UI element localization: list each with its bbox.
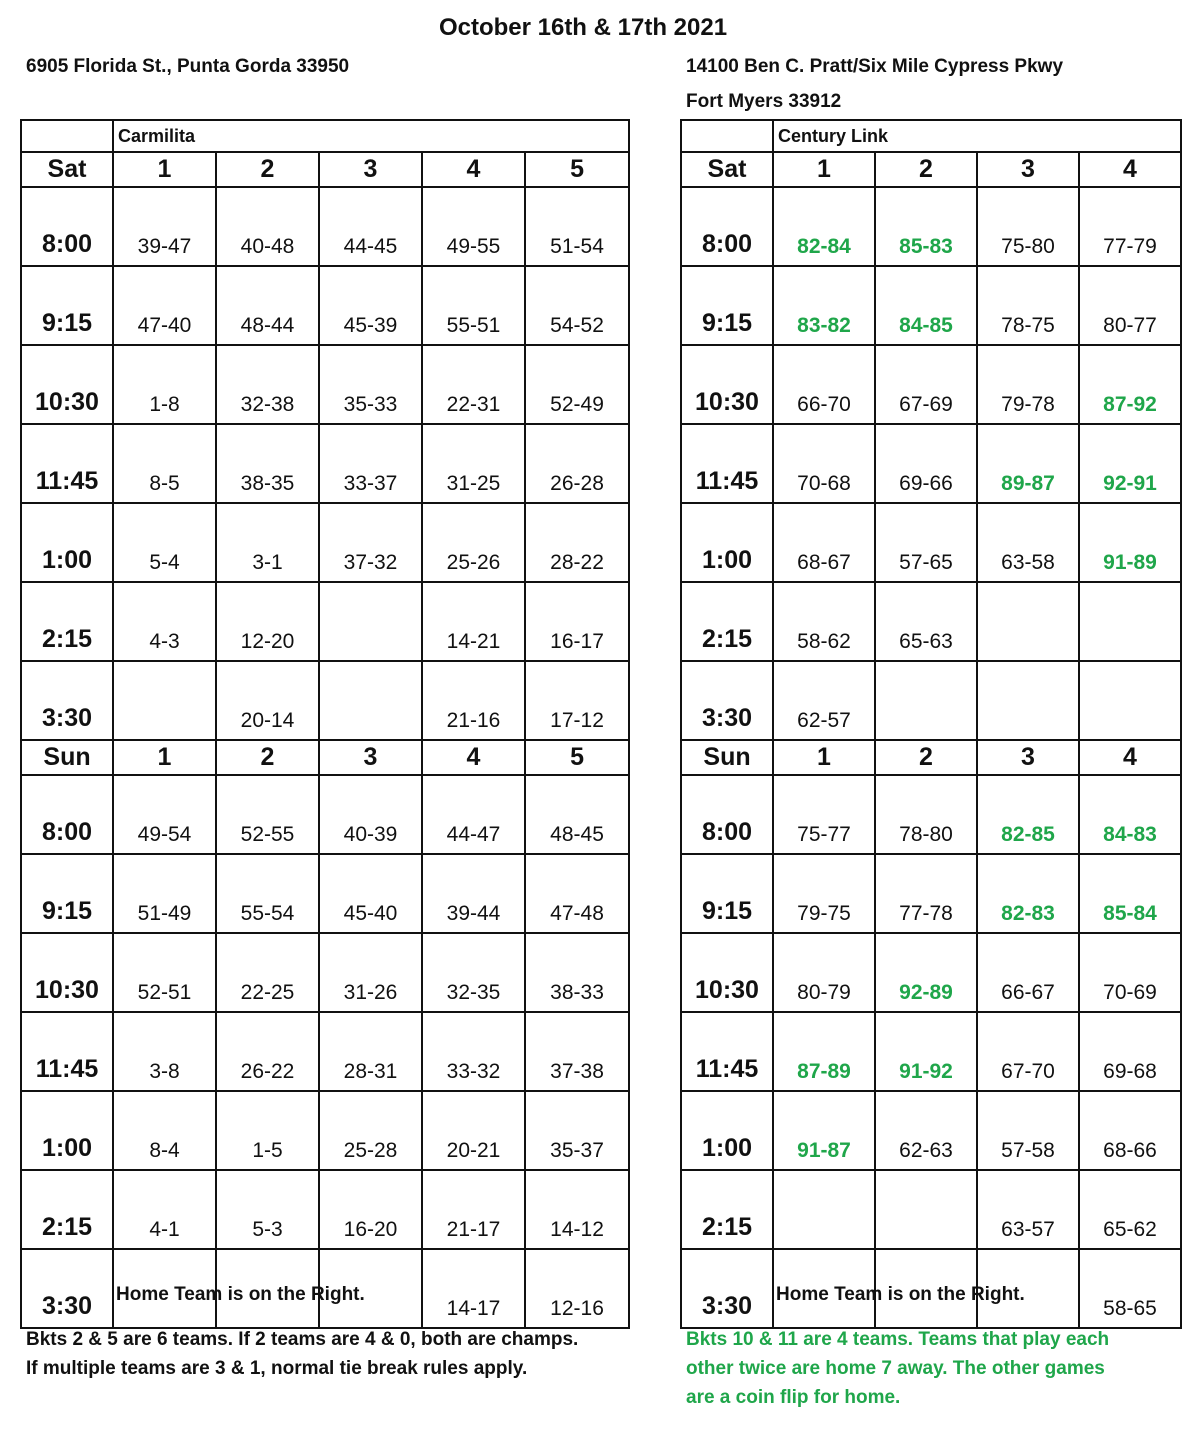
time-slot: 11:45: [21, 424, 113, 503]
time-slot: 9:15: [681, 854, 773, 933]
game-cell: 70-69: [1079, 933, 1181, 1012]
day-label: Sat: [681, 152, 773, 187]
game-cell: 92-89: [875, 933, 977, 1012]
field-number: 2: [875, 152, 977, 187]
game-cell: 39-44: [422, 854, 525, 933]
game-cell: 83-82: [773, 266, 875, 345]
game-cell: 80-77: [1079, 266, 1181, 345]
game-cell: 20-21: [422, 1091, 525, 1170]
game-cell: 92-91: [1079, 424, 1181, 503]
time-slot: 11:45: [681, 1012, 773, 1091]
game-cell: 49-54: [113, 775, 216, 854]
time-slot: 2:15: [681, 582, 773, 661]
game-cell: 65-63: [875, 582, 977, 661]
game-cell: 63-58: [977, 503, 1079, 582]
time-slot-row: [21, 266, 629, 345]
game-cell: 51-54: [525, 187, 629, 266]
game-cell: 51-49: [113, 854, 216, 933]
game-cell: 75-80: [977, 187, 1079, 266]
field-number: 1: [113, 152, 216, 187]
time-slot-row: [681, 424, 1181, 503]
game-cell: 85-83: [875, 187, 977, 266]
game-cell: 37-38: [525, 1012, 629, 1091]
day-header-row: [21, 152, 629, 187]
game-cell: [319, 661, 422, 740]
field-number: 1: [113, 740, 216, 775]
game-cell: 16-17: [525, 582, 629, 661]
game-cell: 38-33: [525, 933, 629, 1012]
time-slot: 9:15: [21, 266, 113, 345]
time-slot: 8:00: [21, 775, 113, 854]
game-cell: 58-62: [773, 582, 875, 661]
game-cell: 40-39: [319, 775, 422, 854]
page-title: October 16th & 17th 2021: [438, 14, 728, 41]
right-home-note: Home Team is on the Right.: [776, 1284, 1025, 1305]
venue-name: Century Link: [773, 120, 1181, 152]
time-slot: 9:15: [681, 266, 773, 345]
time-slot: 9:15: [21, 854, 113, 933]
time-slot: 3:30: [21, 1249, 113, 1328]
game-cell: 82-85: [977, 775, 1079, 854]
venue-name: Carmilita: [113, 120, 629, 152]
game-cell: 3-8: [113, 1012, 216, 1091]
time-slot: 3:30: [681, 661, 773, 740]
game-cell: 55-51: [422, 266, 525, 345]
game-cell: 87-92: [1079, 345, 1181, 424]
game-cell: 8-4: [113, 1091, 216, 1170]
game-cell: 16-20: [319, 1170, 422, 1249]
footnote-line: Bkts 2 & 5 are 6 teams. If 2 teams are 4 & 0, both are champs.: [26, 1329, 579, 1350]
game-cell: 25-28: [319, 1091, 422, 1170]
time-slot-row: [21, 424, 629, 503]
game-cell: 35-33: [319, 345, 422, 424]
time-slot-row: [21, 345, 629, 424]
field-number: 5: [525, 152, 629, 187]
right-schedule-table: [680, 119, 1182, 1329]
game-cell: 58-65: [1079, 1249, 1181, 1328]
time-slot: 3:30: [21, 661, 113, 740]
day-label: Sat: [21, 152, 113, 187]
game-cell: 48-45: [525, 775, 629, 854]
game-cell: 62-63: [875, 1091, 977, 1170]
game-cell: 33-32: [422, 1012, 525, 1091]
game-cell: 52-49: [525, 345, 629, 424]
game-cell: 28-22: [525, 503, 629, 582]
game-cell: [977, 661, 1079, 740]
game-cell: 47-48: [525, 854, 629, 933]
game-cell: 91-89: [1079, 503, 1181, 582]
game-cell: 14-12: [525, 1170, 629, 1249]
day-label: Sun: [681, 740, 773, 775]
time-slot: 2:15: [21, 1170, 113, 1249]
game-cell: 44-47: [422, 775, 525, 854]
time-slot-row: [21, 661, 629, 740]
time-slot-row: [21, 933, 629, 1012]
time-slot-row: [21, 775, 629, 854]
game-cell: 84-85: [875, 266, 977, 345]
game-cell: 33-37: [319, 424, 422, 503]
game-cell: 52-51: [113, 933, 216, 1012]
game-cell: 87-89: [773, 1012, 875, 1091]
game-cell: 5-4: [113, 503, 216, 582]
game-cell: 70-68: [773, 424, 875, 503]
game-cell: 12-20: [216, 582, 319, 661]
time-slot-row: [21, 187, 629, 266]
game-cell: 67-69: [875, 345, 977, 424]
game-cell: 82-84: [773, 187, 875, 266]
game-cell: 75-77: [773, 775, 875, 854]
time-slot: 10:30: [21, 933, 113, 1012]
footnote-line: are a coin flip for home.: [686, 1387, 901, 1408]
game-cell: 21-16: [422, 661, 525, 740]
game-cell: 69-68: [1079, 1012, 1181, 1091]
game-cell: 68-67: [773, 503, 875, 582]
field-number: 3: [319, 152, 422, 187]
field-number: 4: [422, 740, 525, 775]
right-address-line1: 14100 Ben C. Pratt/Six Mile Cypress Pkwy: [686, 56, 1064, 77]
game-cell: [113, 661, 216, 740]
game-cell: 1-8: [113, 345, 216, 424]
game-cell: 39-47: [113, 187, 216, 266]
time-slot-row: [681, 345, 1181, 424]
time-slot: 1:00: [681, 503, 773, 582]
time-slot: 11:45: [21, 1012, 113, 1091]
game-cell: 40-48: [216, 187, 319, 266]
field-number: 3: [319, 740, 422, 775]
game-cell: 77-79: [1079, 187, 1181, 266]
game-cell: 49-55: [422, 187, 525, 266]
time-slot-row: [21, 1170, 629, 1249]
time-slot-row: [681, 1091, 1181, 1170]
game-cell: [875, 1170, 977, 1249]
game-cell: 35-37: [525, 1091, 629, 1170]
time-slot: 1:00: [21, 1091, 113, 1170]
game-cell: 1-5: [216, 1091, 319, 1170]
time-slot: 10:30: [21, 345, 113, 424]
game-cell: 17-12: [525, 661, 629, 740]
field-number: 3: [977, 740, 1079, 775]
field-number: 2: [875, 740, 977, 775]
footnote-line: If multiple teams are 3 & 1, normal tie break rules apply.: [26, 1358, 528, 1379]
day-header-row: [681, 740, 1181, 775]
time-slot-row: [681, 503, 1181, 582]
game-cell: 78-80: [875, 775, 977, 854]
game-cell: 21-17: [422, 1170, 525, 1249]
game-cell: 69-66: [875, 424, 977, 503]
time-slot-row: [681, 775, 1181, 854]
time-slot-row: [21, 582, 629, 661]
game-cell: 54-52: [525, 266, 629, 345]
field-number: 4: [422, 152, 525, 187]
time-slot-row: [21, 503, 629, 582]
field-number: 2: [216, 740, 319, 775]
time-slot: 1:00: [681, 1091, 773, 1170]
game-cell: 8-5: [113, 424, 216, 503]
game-cell: 20-14: [216, 661, 319, 740]
game-cell: 79-78: [977, 345, 1079, 424]
game-cell: 57-58: [977, 1091, 1079, 1170]
game-cell: 68-66: [1079, 1091, 1181, 1170]
day-label: Sun: [21, 740, 113, 775]
game-cell: 28-31: [319, 1012, 422, 1091]
game-cell: [1079, 661, 1181, 740]
field-number: 1: [773, 152, 875, 187]
game-cell: 31-25: [422, 424, 525, 503]
field-number: 1: [773, 740, 875, 775]
time-slot: 10:30: [681, 345, 773, 424]
game-cell: 91-92: [875, 1012, 977, 1091]
game-cell: 91-87: [773, 1091, 875, 1170]
game-cell: [977, 582, 1079, 661]
field-number: 4: [1079, 152, 1181, 187]
time-slot: 11:45: [681, 424, 773, 503]
game-cell: 63-57: [977, 1170, 1079, 1249]
game-cell: 14-21: [422, 582, 525, 661]
field-number: 3: [977, 152, 1079, 187]
game-cell: 32-35: [422, 933, 525, 1012]
game-cell: 66-67: [977, 933, 1079, 1012]
game-cell: 26-22: [216, 1012, 319, 1091]
time-slot: 1:00: [21, 503, 113, 582]
game-cell: 4-3: [113, 582, 216, 661]
time-slot: 8:00: [21, 187, 113, 266]
game-cell: 85-84: [1079, 854, 1181, 933]
game-cell: 22-25: [216, 933, 319, 1012]
game-cell: 32-38: [216, 345, 319, 424]
venue-corner: [681, 120, 773, 152]
field-number: 2: [216, 152, 319, 187]
time-slot-row: [21, 1012, 629, 1091]
right-footnote: [686, 1325, 1109, 1412]
day-header-row: [21, 740, 629, 775]
time-slot-row: [681, 661, 1181, 740]
game-cell: 62-57: [773, 661, 875, 740]
game-cell: 14-17: [422, 1249, 525, 1328]
left-schedule-table: [20, 119, 630, 1329]
game-cell: 44-45: [319, 187, 422, 266]
footnote-line: other twice are home 7 away. The other games: [686, 1358, 1105, 1379]
game-cell: 66-70: [773, 345, 875, 424]
game-cell: 67-70: [977, 1012, 1079, 1091]
day-header-row: [681, 152, 1181, 187]
time-slot-row: [681, 582, 1181, 661]
time-slot: 10:30: [681, 933, 773, 1012]
game-cell: 45-39: [319, 266, 422, 345]
game-cell: 3-1: [216, 503, 319, 582]
game-cell: 89-87: [977, 424, 1079, 503]
time-slot: 2:15: [681, 1170, 773, 1249]
time-slot-row: [21, 854, 629, 933]
field-number: 5: [525, 740, 629, 775]
game-cell: 52-55: [216, 775, 319, 854]
game-cell: [1079, 582, 1181, 661]
game-cell: 79-75: [773, 854, 875, 933]
time-slot: 8:00: [681, 775, 773, 854]
time-slot-row: [681, 187, 1181, 266]
game-cell: 31-26: [319, 933, 422, 1012]
game-cell: 77-78: [875, 854, 977, 933]
time-slot: 3:30: [681, 1249, 773, 1328]
left-address: 6905 Florida St., Punta Gorda 33950: [26, 56, 350, 77]
time-slot-row: [681, 854, 1181, 933]
game-cell: 22-31: [422, 345, 525, 424]
right-address-line2: Fort Myers 33912: [686, 91, 842, 112]
footnote-line: Bkts 10 & 11 are 4 teams. Teams that play each: [686, 1329, 1110, 1350]
game-cell: 78-75: [977, 266, 1079, 345]
game-cell: 38-35: [216, 424, 319, 503]
game-cell: 37-32: [319, 503, 422, 582]
game-cell: 25-26: [422, 503, 525, 582]
game-cell: 4-1: [113, 1170, 216, 1249]
time-slot-row: [21, 1091, 629, 1170]
game-cell: [875, 661, 977, 740]
game-cell: 47-40: [113, 266, 216, 345]
game-cell: 26-28: [525, 424, 629, 503]
game-cell: 82-83: [977, 854, 1079, 933]
time-slot: 8:00: [681, 187, 773, 266]
left-home-note: Home Team is on the Right.: [116, 1284, 365, 1305]
game-cell: 55-54: [216, 854, 319, 933]
time-slot-row: [681, 933, 1181, 1012]
field-number: 4: [1079, 740, 1181, 775]
time-slot: 2:15: [21, 582, 113, 661]
game-cell: [773, 1170, 875, 1249]
game-cell: [319, 582, 422, 661]
venue-corner: [21, 120, 113, 152]
game-cell: 45-40: [319, 854, 422, 933]
game-cell: 12-16: [525, 1249, 629, 1328]
game-cell: 57-65: [875, 503, 977, 582]
game-cell: 48-44: [216, 266, 319, 345]
time-slot-row: [681, 1012, 1181, 1091]
game-cell: 84-83: [1079, 775, 1181, 854]
time-slot-row: [681, 1170, 1181, 1249]
time-slot-row: [681, 266, 1181, 345]
game-cell: 65-62: [1079, 1170, 1181, 1249]
left-footnote: [26, 1325, 578, 1383]
game-cell: 80-79: [773, 933, 875, 1012]
game-cell: 5-3: [216, 1170, 319, 1249]
